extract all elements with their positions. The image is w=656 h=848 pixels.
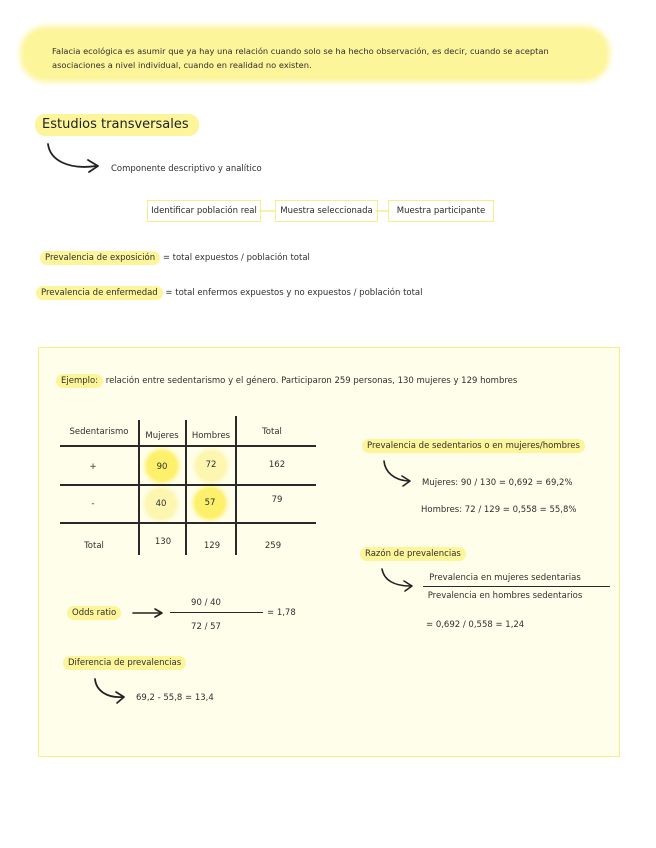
razon-result: = 0,692 / 0,558 = 1,24 <box>426 620 525 630</box>
table-cell: - <box>91 499 95 509</box>
example-text <box>56 376 517 386</box>
razon-title <box>360 549 466 559</box>
prev-sedentarios-title-text: Prevalencia de sedentarios o en mujeres/hombres <box>362 439 585 453</box>
flow-box-participante: Muestra participante <box>388 200 494 222</box>
razon-denominator: Prevalencia en hombres sedentarios <box>427 591 583 601</box>
odds-label <box>67 608 121 618</box>
table-cell: 129 <box>203 541 221 551</box>
prevalencia-exposicion-label: Prevalencia de exposición <box>40 251 160 265</box>
section-title: Estudios transversales <box>35 114 199 136</box>
table-cell: 57 <box>204 498 216 508</box>
flow-connector <box>259 209 275 213</box>
table-header: Sedentarismo <box>69 427 129 437</box>
falacia-note: Falacia ecológica es asumir que ya hay una relación cuando solo se ha hecho observación, es decir, cuando se aceptan asociaciones a nivel individual, cuando en realidad no existen. <box>52 46 549 70</box>
flow-connector <box>376 209 388 213</box>
prevalencia-enfermedad-formula: = total enfermos expuestos y no expuestos / población total <box>165 288 423 298</box>
table-cell: 72 <box>205 460 217 470</box>
table-cell: Total <box>84 541 104 551</box>
table-line <box>138 420 140 555</box>
table-cell: 259 <box>264 541 282 551</box>
diferencia-formula: 69,2 - 55,8 = 13,4 <box>136 693 214 703</box>
table-header: Total <box>262 427 282 437</box>
table-line <box>60 484 316 486</box>
curved-arrow-icon <box>90 676 130 706</box>
example-description: relación entre sedentarismo y el género. Participaron 259 personas, 130 mujeres y 129 hombres <box>103 376 518 386</box>
table-header: Hombres <box>191 431 231 441</box>
fraction-line <box>423 586 610 587</box>
curved-arrow-icon <box>380 458 416 488</box>
table-cell: 90 <box>156 462 168 472</box>
diferencia-title-text: Diferencia de prevalencias <box>63 656 186 670</box>
table-cell: 130 <box>154 537 172 547</box>
prevalencia-exposicion-formula: = total expuestos / población total <box>162 253 310 263</box>
curved-arrow-icon <box>378 566 418 594</box>
table-line <box>60 445 316 447</box>
diferencia-title <box>63 658 186 668</box>
component-text: Componente descriptivo y analítico <box>111 164 262 174</box>
razon-numerator: Prevalencia en mujeres sedentarias <box>429 573 581 583</box>
odds-label-text: Odds ratio <box>67 606 121 620</box>
prev-mujeres: Mujeres: 90 / 130 = 0,692 = 69,2% <box>422 478 573 488</box>
razon-title-text: Razón de prevalencias <box>360 547 466 561</box>
arrow-right-icon <box>132 607 164 619</box>
prev-hombres: Hombres: 72 / 129 = 0,558 = 55,8% <box>421 505 577 515</box>
table-cell: 162 <box>268 460 286 470</box>
table-cell: 79 <box>271 495 283 505</box>
odds-result: = 1,78 <box>267 608 296 618</box>
flow-box-seleccionada: Muestra seleccionada <box>275 200 378 222</box>
table-cell: + <box>89 462 97 472</box>
table-cell: 40 <box>155 499 167 509</box>
fraction-line <box>170 612 263 613</box>
odds-numerator: 90 / 40 <box>191 598 221 608</box>
odds-denominator: 72 / 57 <box>191 622 221 632</box>
example-label: Ejemplo: <box>56 374 103 388</box>
prevalencia-exposicion <box>40 253 310 263</box>
table-line <box>235 416 237 555</box>
table-line <box>60 522 316 524</box>
table-line <box>185 420 187 555</box>
table-header: Mujeres <box>145 431 179 441</box>
prev-sedentarios-title <box>362 441 585 451</box>
prevalencia-enfermedad-label: Prevalencia de enfermedad <box>36 286 163 300</box>
curved-arrow-icon <box>44 140 106 174</box>
flow-box-poblacion: Identificar población real <box>147 200 261 222</box>
prevalencia-enfermedad <box>36 288 423 298</box>
